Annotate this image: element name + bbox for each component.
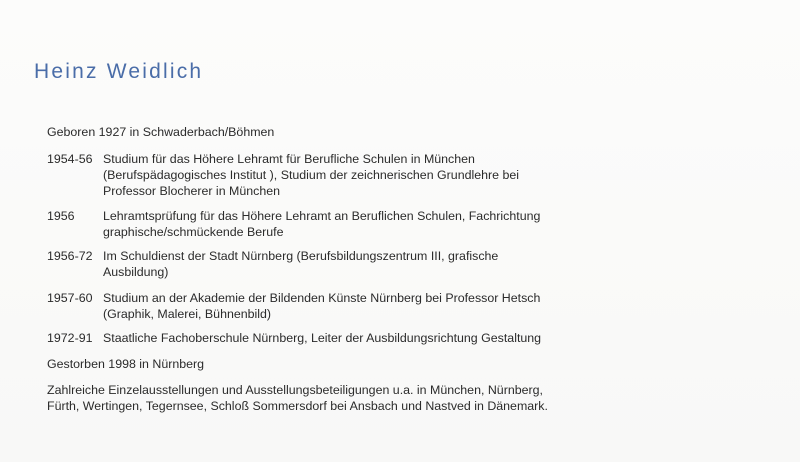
entry-year: 1957-60 xyxy=(47,291,93,305)
entry-line: Ausbildung) xyxy=(103,265,169,279)
entry-line: graphische/schmückende Berufe xyxy=(103,225,284,239)
entry-line: Professor Blocherer in München xyxy=(103,184,280,198)
died-line: Gestorben 1998 in Nürnberg xyxy=(47,357,205,371)
exhibitions-paragraph xyxy=(47,382,548,414)
entry-line: Im Schuldienst der Stadt Nürnberg (Berufsbildungszentrum III, grafische xyxy=(103,249,499,263)
entry-year: 1954-56 xyxy=(47,152,93,166)
exhibitions-line: Zahlreiche Einzelausstellungen und Ausstellungsbeteiligungen u.a. in München, Nürnberg, xyxy=(47,383,543,397)
entry-line: (Graphik, Malerei, Bühnenbild) xyxy=(103,307,272,321)
entry-year: 1972-91 xyxy=(47,331,93,345)
cv-entry xyxy=(47,208,540,240)
exhibitions-line: Fürth, Wertingen, Tegernsee, Schloß Sommersdorf bei Ansbach und Nastved in Dänemark. xyxy=(47,399,548,413)
entry-year: 1956-72 xyxy=(47,249,93,263)
cv-entry xyxy=(47,290,540,322)
entry-line: Staatliche Fachoberschule Nürnberg, Leiter der Ausbildungsrichtung Gestaltung xyxy=(103,331,542,345)
born-line: Geboren 1927 in Schwaderbach/Böhmen xyxy=(47,125,275,139)
cv-entry xyxy=(47,248,498,280)
entry-line: (Berufspädagogisches Institut ), Studium der zeichnerischen Grundlehre bei xyxy=(103,168,519,182)
entry-line: Studium an der Akademie der Bildenden Künste Nürnberg bei Professor Hetsch xyxy=(103,291,541,305)
entry-line: Studium für das Höhere Lehramt für Berufliche Schulen in München xyxy=(103,152,475,166)
cv-entry xyxy=(47,330,541,346)
cv-entry xyxy=(47,151,519,199)
entry-line: Lehramtsprüfung für das Höhere Lehramt an Beruflichen Schulen, Fachrichtung xyxy=(103,209,541,223)
page-title: Heinz Weidlich xyxy=(34,60,204,83)
entry-year: 1956 xyxy=(47,209,75,223)
